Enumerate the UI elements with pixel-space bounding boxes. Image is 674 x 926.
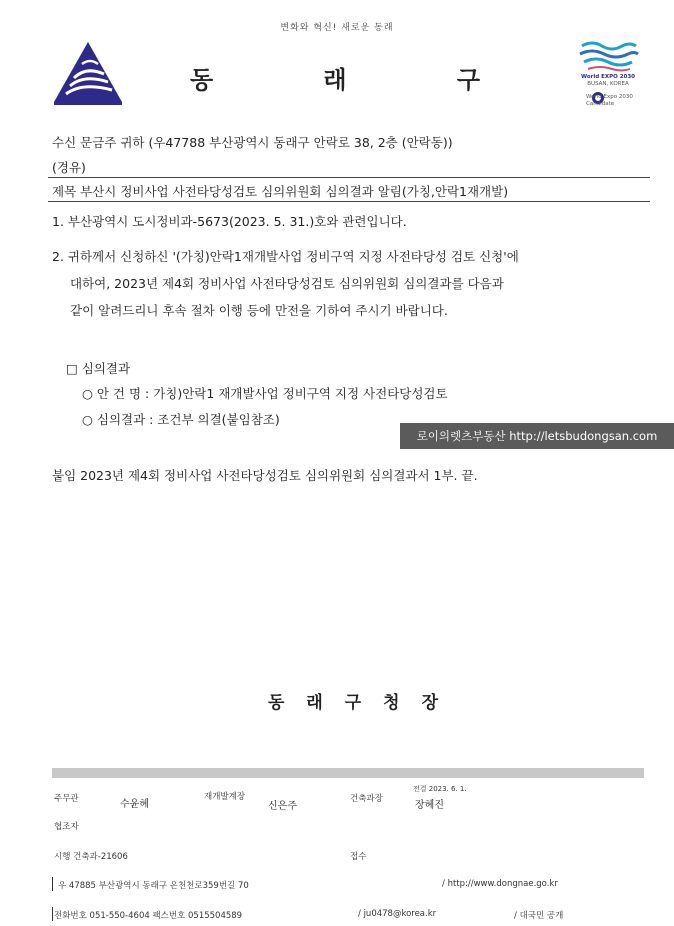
- enforcement-number: 시행 건축과-21606: [54, 852, 128, 862]
- org-title-char: 동: [190, 66, 214, 94]
- approver-role-3: 건축과장: [350, 794, 383, 804]
- org-title: [190, 60, 480, 95]
- expo-line: BUSAN, KOREA: [587, 81, 629, 87]
- homepage-link[interactable]: / http://www.dongnae.go.kr: [442, 879, 558, 889]
- email-address[interactable]: / ju0478@korea.kr: [358, 909, 437, 919]
- signature-char: 동: [268, 693, 285, 713]
- dongnae-logo-icon: [52, 40, 124, 106]
- postal-address: 우 47885 부산광역시 동래구 온천천로359번길 70: [58, 881, 249, 891]
- approver-name-3: 장혜진: [415, 800, 444, 811]
- signature-title: [268, 688, 438, 713]
- divider: [48, 177, 650, 178]
- slogan: 변화와 혁신! 새로운 동래: [280, 23, 394, 33]
- org-title-char: 구: [456, 66, 480, 94]
- attachment-line: 붙임 2023년 제4회 정비사업 사전타당성검토 심의위원회 심의결과서 1부. 끝.: [52, 468, 478, 483]
- org-title-char: 래: [323, 66, 347, 94]
- signature-char: 래: [306, 693, 323, 713]
- body-item-2-line-2: 대하여, 2023년 제4회 정비사업 사전타당성검토 심의위원회 심의결과를 다음과: [70, 276, 504, 291]
- approver-role-2: 재개발계장: [204, 792, 246, 802]
- divider: [52, 907, 53, 921]
- cooperator-label: 협조자: [54, 822, 79, 832]
- recipient-to: 수신 문금주 귀하 (우47788 부산광역시 동래구 안락로 38, 2층 (안락동)): [52, 135, 453, 150]
- approval-date: 전결 2023. 6. 1.: [413, 785, 467, 793]
- signature-char: 구: [344, 693, 362, 713]
- divider: [48, 201, 650, 202]
- approver-name-2: 신은주: [268, 801, 297, 812]
- recipient-via: (경유): [52, 160, 86, 175]
- body-item-2-line-3: 같이 알려드리니 후속 절차 이행 등에 만전을 기하여 주시기 바랍니다.: [70, 303, 448, 318]
- signature-char: 장: [421, 693, 438, 713]
- disclosure-label: / 대국민 공개: [514, 911, 564, 921]
- approver-role-1: 주무관: [54, 794, 79, 804]
- body-item-1: 1. 부산광역시 도시정비과-5673(2023. 5. 31.)호와 관련입니다.: [52, 214, 407, 229]
- receipt-label: 접수: [350, 852, 367, 862]
- body-item-2-line-1: 2. 귀하께서 신청하신 '(가칭)안락1재개발사업 정비구역 지정 사전타당성 검토 신청'에: [52, 249, 519, 264]
- result-heading: □ 심의결과: [66, 361, 131, 376]
- expo-line: World EXPO 2030: [580, 74, 636, 80]
- expo-caption: [568, 74, 648, 108]
- result-item-1: ○ 안 건 명 : 가칭)안락1 재개발사업 정비구역 지정 사전타당성검토: [82, 386, 448, 401]
- result-item-2: ○ 심의결과 : 조건부 의결(붙임참조): [82, 412, 280, 427]
- subject-line: 제목 부산시 정비사업 사전타당성검토 심의위원회 심의결과 알림(가칭,안락1재개발): [52, 184, 509, 199]
- footer-bar: [52, 768, 644, 778]
- signature-char: 청: [383, 693, 400, 713]
- expo-line: World Expo 2030 Candidate: [586, 94, 633, 107]
- contact-numbers: 전화번호 051-550-4604 팩스번호 0515504589: [54, 911, 243, 921]
- approver-name-1: 수윤혜: [120, 799, 149, 810]
- divider: [52, 877, 53, 891]
- watermark-label: 로이의렛츠부동산 http://letsbudongsan.com: [400, 423, 674, 449]
